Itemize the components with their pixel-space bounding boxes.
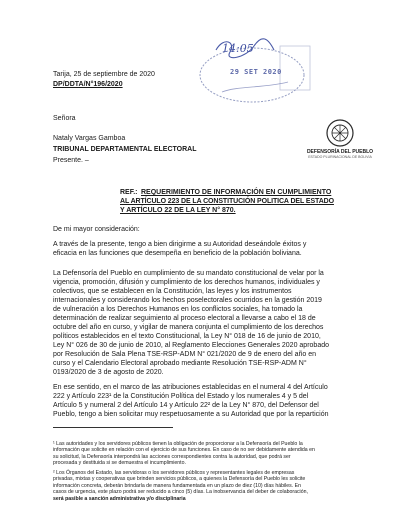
stamp-date: 29 SET 2020 [230,68,282,76]
recipient-institution: TRIBUNAL DEPARTAMENTAL ELECTORAL [53,146,197,153]
paragraph-2-line: Ley N° 026 de 30 de junio de 2010, al Reglamento Elecciones Generales 2020 aprobado [53,342,329,349]
footnote-2 [53,470,359,502]
paragraph-2-line: curso y el Calendario Electoral aprobado mediante Resolución TSE-RSP-ADM N° [53,360,307,367]
subject-label: REF.: [120,189,138,196]
salutation: Señora [53,115,76,122]
paragraph-3-line: 222 y Artículo 223¹ de la Constitución Política del Estado y los numerales 4 y 5 del [53,393,309,400]
recipient-name: Nataly Vargas Gamboa [53,135,126,142]
paragraph-1 [53,240,355,258]
logo-name: DEFENSORÍA DEL PUEBLO [306,149,374,155]
footnote-1-line: ¹ Las autoridades y los servidores públicos tienen la obligación de proporcionar a la Defensoría del Pueblo la [53,441,303,447]
paragraph-2-line: por Resolución de Sala Plena TSE-RSP-ADM N° 021/2020 de 9 de enero del año en [53,351,316,358]
paragraph-3-line: Artículo 5 y numeral 2 del Artículo 14 y Artículo 22² de la Ley N° 870, del Defensor del [53,402,319,409]
defensoria-logo [300,118,380,166]
footnote-2-line: ² Los Órganos del Estado, las servidoras o los servidores públicos y representantes legales de empresas [53,470,295,476]
paragraph-2-line: políticos establecidos en el texto Constitucional, la Ley N° 018 de 16 de junio de 2010, [53,333,321,340]
subject-line-3: Y ARTÍCULO 22 DE LA LEY N° 870. [120,207,236,214]
paragraph-2-line: internacionales y considerando los hechos poselectorales ocurridos en la gestión 2019 [53,297,322,304]
paragraph-2-line: vigencia, promoción, difusión y cumplimiento de los derechos humanos, individuales y [53,279,320,286]
paragraph-3-line: En ese sentido, en el marco de las atribuciones establecidas en el numeral 4 del Artículo [53,384,328,391]
paragraph-2-line: de vulneración a los Derechos Humanos en los conflictos sociales, ha tomado la [53,306,303,313]
footnote-2-line: información concreta, deberán brindarla de manera fundamentada en un plazo de diez (10) días hábiles. En [53,482,302,489]
footnote-separator [53,427,173,428]
paragraph-2-line: determinación de realizar seguimiento al proceso electoral a llevarse a cabo el 18 de [53,315,316,322]
paragraph-3 [53,383,357,419]
footnote-1 [53,441,359,467]
reference-code: DP/DDTA/N°196/2020 [53,81,123,88]
subject-line-2: AL ARTÍCULO 223 DE LA CONSTITUCIÓN POLITICA DEL ESTADO [120,198,334,205]
footnote-1-line: información que solicite en relación con el ejercicio de sus funciones. En caso de no ser debidamente atendida en [53,447,315,454]
footnote-1-line: su solicitud, la Defensoría interpondrá las acciones correspondientes contra la autoridad, que podrá ser [53,453,291,460]
footnote-2-line: casos de urgencia, este plazo podrá ser reducido a cinco (5) días. La inobservancia del deber de colaboración, [53,489,308,496]
paragraph-2-line: octubre del año en curso, y vigilar de manera conjunta el cumplimiento de los derechos [53,324,324,331]
presente: Presente. – [53,157,89,164]
place-date: Tarija, 25 de septiembre de 2020 [53,71,155,78]
emblem-icon [300,118,380,148]
subject-line-1: REQUERIMIENTO DE INFORMACIÓN EN CUMPLIMIENTO [141,189,332,196]
logo-tagline: ESTADO PLURINACIONAL DE BOLIVIA [308,155,372,159]
paragraph-2 [53,269,357,377]
paragraph-1-line: A través de la presente, tengo a bien dirigirme a su Autoridad deseándole éxitos y [53,241,307,248]
paragraph-2-line: 0193/2020 de 3 de agosto de 2020. [53,369,164,376]
footnote-2-line: privadas, mixtas y cooperativas que brinden servicios públicos, a quienes la Defensoría del Pueblo les solicite [53,476,306,483]
paragraph-1-line: eficacia en las funciones que desempeña en beneficio de la población boliviana. [53,250,302,257]
footnote-2-line: será pasible a sanción administrativa y/o disciplinaria [53,495,186,502]
stamp-handwriting: 14:05 [222,42,254,55]
paragraph-2-line: colectivos, que se establecen en la Constitución, las leyes y los instrumentos [53,288,292,295]
greeting: De mi mayor consideración: [53,226,140,233]
reception-stamp [196,28,314,110]
footnote-1-line: procesada y destituida si se demuestra el incumplimiento. [53,460,186,467]
paragraph-2-line: La Defensoría del Pueblo en cumplimiento de su mandato constitucional de velar por la [53,270,324,277]
paragraph-3-line: Pueblo, tengo a bien solicitar muy respetuosamente a su Autoridad que por la repartición [53,411,329,418]
